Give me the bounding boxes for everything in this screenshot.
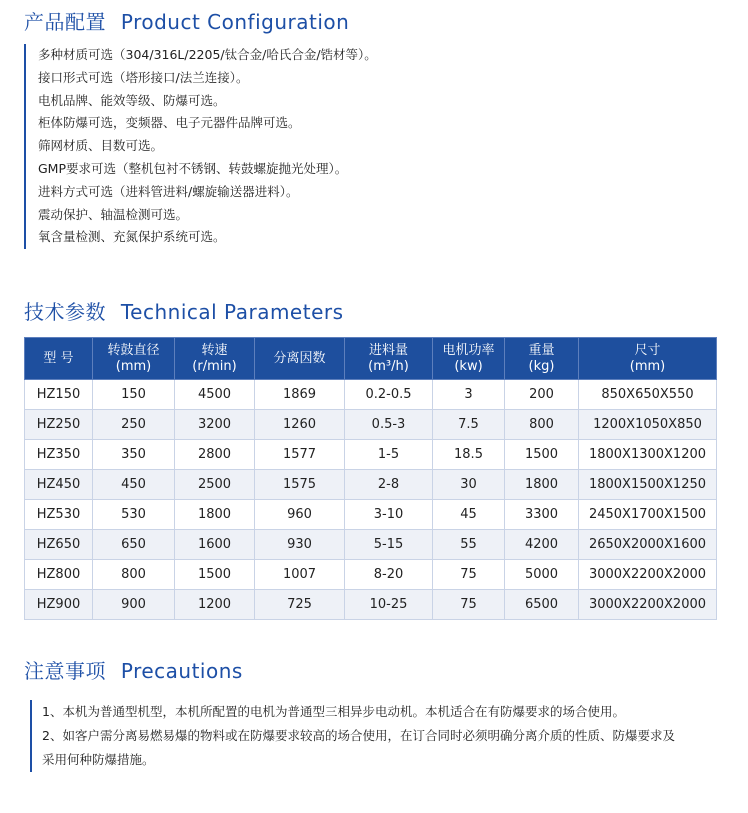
cell-drum-diameter: 350: [93, 440, 175, 470]
config-item: 接口形式可选（塔形接口/法兰连接）。: [38, 69, 249, 85]
cell-speed: 2800: [175, 440, 255, 470]
header-speed: 转速 (r/min): [175, 338, 255, 380]
config-title-cn: 产品配置: [24, 10, 106, 34]
cell-weight: 5000: [505, 560, 579, 590]
header-separation-factor: 分离因数: [255, 338, 345, 380]
header-motor-power: 电机功率 (kw): [433, 338, 505, 380]
cell-drum-diameter: 250: [93, 410, 175, 440]
config-title-en: Product Configuration: [120, 10, 350, 34]
cell-speed: 1500: [175, 560, 255, 590]
params-title-cn: 技术参数: [24, 300, 106, 324]
cell-dimensions: 1800X1500X1250: [579, 470, 717, 500]
parameters-table: [24, 337, 717, 620]
cell-dimensions: 3000X2200X2000: [579, 590, 717, 620]
config-accent-bar: [24, 44, 26, 249]
header-weight: 重量 (kg): [505, 338, 579, 380]
cell-separation-factor: 1260: [255, 410, 345, 440]
cell-dimensions: 850X650X550: [579, 380, 717, 410]
cell-weight: 800: [505, 410, 579, 440]
precautions-title-cn: 注意事项: [24, 659, 106, 683]
cell-motor-power: 18.5: [433, 440, 505, 470]
config-item: 氧含量检测、充氮保护系统可选。: [38, 229, 226, 245]
cell-dimensions: 1200X1050X850: [579, 410, 717, 440]
cell-drum-diameter: 650: [93, 530, 175, 560]
cell-dimensions: 3000X2200X2000: [579, 560, 717, 590]
cell-weight: 6500: [505, 590, 579, 620]
cell-speed: 1800: [175, 500, 255, 530]
cell-separation-factor: 1577: [255, 440, 345, 470]
cell-drum-diameter: 800: [93, 560, 175, 590]
table-row: [25, 380, 717, 410]
cell-separation-factor: 1575: [255, 470, 345, 500]
cell-feed-rate: 10-25: [345, 590, 433, 620]
config-list: [38, 44, 377, 249]
cell-weight: 3300: [505, 500, 579, 530]
config-section-title: [24, 6, 349, 35]
header-drum-diameter: 转鼓直径 (mm): [93, 338, 175, 380]
cell-speed: 4500: [175, 380, 255, 410]
config-item: 电机品牌、能效等级、防爆可选。: [38, 92, 226, 108]
table-row: [25, 560, 717, 590]
table-row: [25, 410, 717, 440]
cell-drum-diameter: 530: [93, 500, 175, 530]
params-title-en: Technical Parameters: [120, 300, 344, 324]
cell-feed-rate: 8-20: [345, 560, 433, 590]
header-model: 型 号: [25, 338, 93, 380]
config-item: 柜体防爆可选，变频器、电子元器件品牌可选。: [38, 115, 301, 131]
precaution-item: 2、如客户需分离易燃易爆的物料或在防爆要求较高的场合使用，在订合同时必须明确分离介质的性质、防爆要求及采用何种防爆措施。: [42, 728, 675, 767]
cell-feed-rate: 0.2-0.5: [345, 380, 433, 410]
cell-weight: 4200: [505, 530, 579, 560]
cell-model: HZ900: [25, 590, 93, 620]
cell-model: HZ450: [25, 470, 93, 500]
cell-dimensions: 2450X1700X1500: [579, 500, 717, 530]
cell-model: HZ650: [25, 530, 93, 560]
cell-motor-power: 55: [433, 530, 505, 560]
table-row: [25, 500, 717, 530]
params-section-title: [24, 296, 344, 325]
precautions-section-title: [24, 655, 243, 684]
cell-weight: 200: [505, 380, 579, 410]
cell-motor-power: 45: [433, 500, 505, 530]
cell-motor-power: 7.5: [433, 410, 505, 440]
cell-drum-diameter: 150: [93, 380, 175, 410]
cell-speed: 3200: [175, 410, 255, 440]
cell-motor-power: 75: [433, 560, 505, 590]
cell-feed-rate: 1-5: [345, 440, 433, 470]
config-item: GMP要求可选（整机包衬不锈钢、转鼓螺旋抛光处理）。: [38, 160, 348, 176]
precautions-accent-bar: [30, 700, 32, 772]
cell-weight: 1500: [505, 440, 579, 470]
cell-weight: 1800: [505, 470, 579, 500]
cell-model: HZ800: [25, 560, 93, 590]
header-dimensions: 尺寸 (mm): [579, 338, 717, 380]
config-item: 进料方式可选（进料管进料/螺旋输送器进料）。: [38, 183, 299, 199]
cell-speed: 2500: [175, 470, 255, 500]
table-header-row: [25, 338, 717, 380]
cell-dimensions: 2650X2000X1600: [579, 530, 717, 560]
config-item: 震动保护、轴温检测可选。: [38, 206, 189, 222]
precautions-list: [42, 700, 682, 772]
cell-separation-factor: 960: [255, 500, 345, 530]
cell-feed-rate: 5-15: [345, 530, 433, 560]
cell-drum-diameter: 900: [93, 590, 175, 620]
table-row: [25, 530, 717, 560]
cell-speed: 1200: [175, 590, 255, 620]
cell-drum-diameter: 450: [93, 470, 175, 500]
table-row: [25, 440, 717, 470]
cell-feed-rate: 3-10: [345, 500, 433, 530]
config-item: 多种材质可选（304/316L/2205/钛合金/哈氏合金/锆材等）。: [38, 47, 377, 62]
precautions-title-en: Precautions: [120, 659, 243, 683]
cell-separation-factor: 930: [255, 530, 345, 560]
header-feed-rate: 进料量 (m³/h): [345, 338, 433, 380]
cell-feed-rate: 0.5-3: [345, 410, 433, 440]
cell-dimensions: 1800X1300X1200: [579, 440, 717, 470]
precaution-item: 1、本机为普通型机型，本机所配置的电机为普通型三相异步电动机。本机适合在有防爆要求的场合使用。: [42, 704, 625, 719]
cell-feed-rate: 2-8: [345, 470, 433, 500]
cell-separation-factor: 1007: [255, 560, 345, 590]
cell-motor-power: 75: [433, 590, 505, 620]
cell-separation-factor: 725: [255, 590, 345, 620]
cell-model: HZ250: [25, 410, 93, 440]
cell-model: HZ150: [25, 380, 93, 410]
cell-motor-power: 30: [433, 470, 505, 500]
table-row: [25, 590, 717, 620]
cell-model: HZ350: [25, 440, 93, 470]
cell-model: HZ530: [25, 500, 93, 530]
config-item: 筛网材质、目数可选。: [38, 138, 164, 154]
cell-motor-power: 3: [433, 380, 505, 410]
cell-speed: 1600: [175, 530, 255, 560]
table-row: [25, 470, 717, 500]
cell-separation-factor: 1869: [255, 380, 345, 410]
